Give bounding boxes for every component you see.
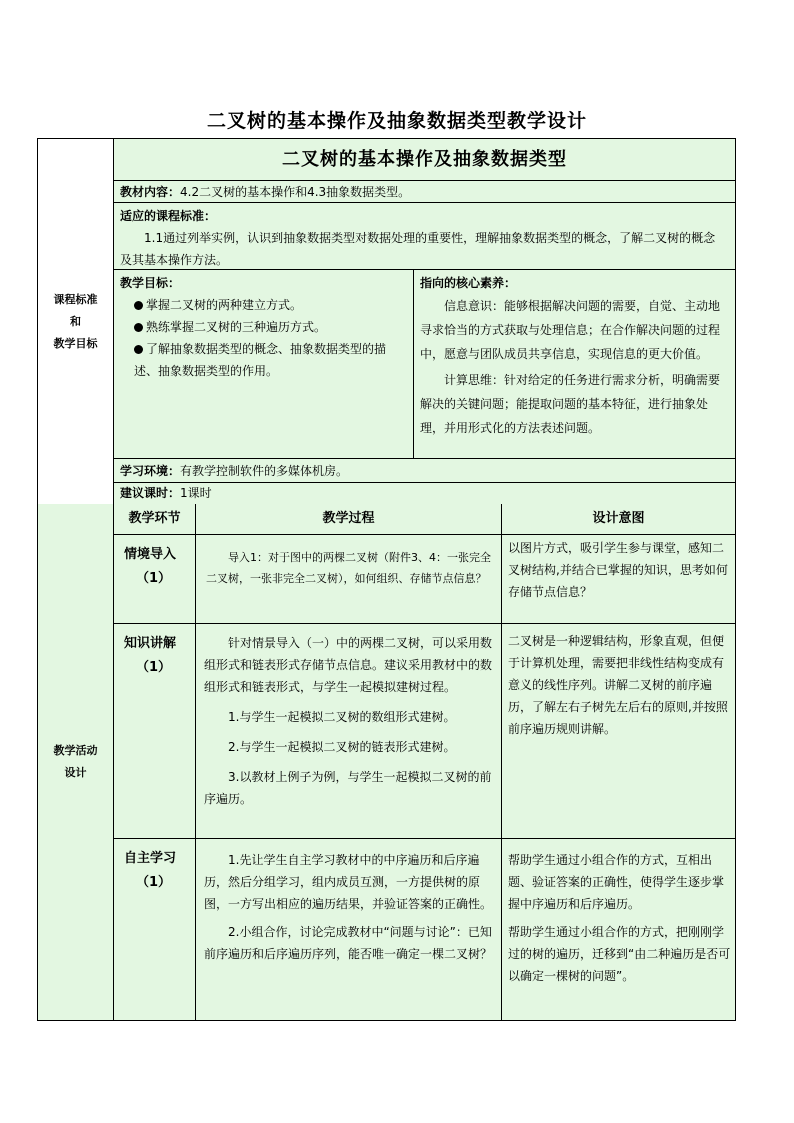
- process-step: 1.与学生一起模拟二叉树的数组形式建树。: [228, 710, 456, 724]
- side-label-line: 设计: [64, 766, 87, 779]
- literacy-paragraph: 计算思维：针对给定的任务进行需求分析，明确需要解决的关键问题；能提取问题的基本特征，进行抽象处理，并用形式化的方法表述问题。: [420, 373, 721, 435]
- literacy-paragraph: 信息意识：能够根据解决问题的需要，自觉、主动地寻求恰当的方式获取与处理信息；在合作解决问题的过程中，愿意与团队成员共享信息，实现信息的更大价值。: [420, 299, 721, 361]
- process-text: 导入1：对于图中的两棵二叉树（附件3、4：一张完全二叉树，一张非完全二叉树），如何组织、存储节点信息？: [206, 551, 491, 585]
- bullet-icon: [134, 301, 143, 310]
- standard-text: 1.1通过列举实例，认识到抽象数据类型对数据处理的重要性，理解抽象数据类型的概念，了解二叉树的概念及其基本操作方法。: [120, 231, 716, 267]
- intent-text: 二叉树是一种逻辑结构，形象直观，但便于计算机处理，需要把非线性结构变成有意义的线性序列。讲解二叉树的前序遍历，了解左右子树先左后右的原则,并按照前序遍历规则讲解。: [508, 634, 728, 736]
- intent-text: 帮助学生通过小组合作的方式，把刚刚学过的树的遍历，迁移到“由二种遍历是否可以确定一棵树的问题”。: [508, 925, 731, 983]
- process-cell: [196, 624, 502, 839]
- goal-item: 熟练掌握二叉树的三种遍历方式。: [120, 316, 407, 338]
- standards-content: [114, 139, 735, 504]
- bullet-icon: [134, 323, 143, 332]
- standard-label: 适应的课程标准：: [120, 209, 217, 223]
- environment-label: 学习环境：: [120, 464, 181, 478]
- activities-side-label: [38, 504, 114, 1020]
- intent-cell: [502, 535, 735, 624]
- intent-cell: [502, 624, 735, 839]
- material-label: 教材内容：: [120, 185, 181, 199]
- process-step: 3.以教材上例子为例，与学生一起模拟二叉树的前序遍历。: [204, 770, 492, 806]
- side-label-line: 和: [70, 314, 81, 328]
- stage-cell: 情境导入 （1）: [114, 535, 196, 624]
- goals-cell: [114, 270, 414, 459]
- process-cell: [196, 839, 502, 1020]
- process-text: 针对情景导入（一）中的两棵二叉树，可以采用数组形式和链表形式存储节点信息。建议采用教材中的数组形式和链表形式，与学生一起模拟建树过程。: [204, 636, 493, 694]
- standard-row: [114, 203, 735, 270]
- literacy-label: 指向的核心素养：: [420, 276, 517, 290]
- stage-cell: 自主学习 （1）: [114, 839, 196, 1020]
- standards-section: [38, 139, 735, 505]
- intent-cell: [502, 839, 735, 1020]
- intent-text: 以图片方式，吸引学生参与课堂，感知二叉树结构,并结合已掌握的知识，思考如何存储节点信息？: [508, 541, 728, 599]
- lesson-plan-table: [37, 138, 736, 1021]
- stage-cell: 知识讲解 （1）: [114, 624, 196, 839]
- process-step: 2.与学生一起模拟二叉树的链表形式建树。: [228, 740, 456, 754]
- standards-side-label: [38, 139, 114, 504]
- hours-value: 1课时: [180, 486, 212, 500]
- activities-section: [38, 504, 735, 1020]
- activities-content: [114, 504, 735, 1020]
- process-cell: [196, 535, 502, 624]
- side-label-line: 课程标准: [53, 292, 98, 306]
- side-label-line: 教学目标: [53, 336, 98, 350]
- material-value: 4.2二叉树的基本操作和4.3抽象数据类型。: [180, 185, 411, 199]
- goal-item: 掌握二叉树的两种建立方式。: [120, 294, 407, 316]
- bullet-icon: [134, 345, 143, 354]
- goals-label: 教学目标：: [120, 276, 181, 290]
- environment-value: 有教学控制软件的多媒体机房。: [180, 464, 349, 478]
- hours-row: [114, 483, 735, 503]
- material-row: [114, 181, 735, 203]
- goal-item: 了解抽象数据类型的概念、抽象数据类型的描述、抽象数据类型的作用。: [134, 342, 387, 378]
- process-step: 1.先让学生自主学习教材中的中序遍历和后序遍历，然后分组学习，组内成员互测，一方提供树的原图，一方写出相应的遍历结果，并验证答案的正确性。: [204, 853, 493, 911]
- header-stage: 教学环节: [114, 504, 196, 535]
- literacy-cell: [414, 270, 735, 459]
- side-label-line: 教学活动: [53, 744, 98, 757]
- intent-text: 帮助学生通过小组合作的方式，互相出题、验证答案的正确性，使得学生逐步掌握中序遍历和后序遍历。: [508, 853, 725, 911]
- page-title: 二叉树的基本操作及抽象数据类型教学设计: [206, 110, 587, 132]
- environment-row: [114, 459, 735, 483]
- process-step: 2.小组合作，讨论完成教材中“问题与讨论”：已知前序遍历和后序遍历序列，能否唯一确定一棵二叉树？: [204, 925, 493, 961]
- header-intent: 设计意图: [502, 504, 735, 535]
- lesson-title: 二叉树的基本操作及抽象数据类型: [114, 139, 735, 181]
- hours-label: 建议课时：: [120, 486, 181, 500]
- header-process: 教学过程: [196, 504, 502, 535]
